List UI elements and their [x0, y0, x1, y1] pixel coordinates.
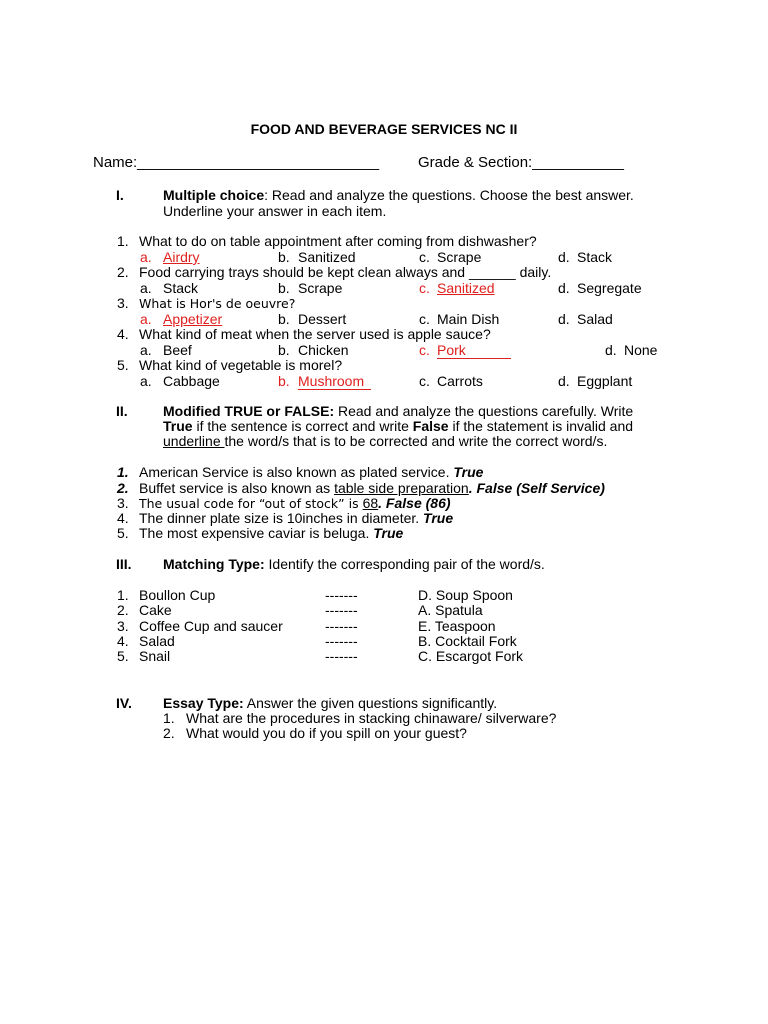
- option-text: Cabbage: [163, 373, 220, 389]
- section-2-heading: Modified TRUE or FALSE:: [163, 403, 335, 419]
- option-label: a.: [140, 249, 152, 265]
- match-left: Coffee Cup and saucer: [139, 618, 283, 634]
- section-4-intro: Answer the given questions significantly.: [243, 695, 498, 711]
- option-label: b.: [278, 342, 290, 358]
- match-dashes: -------: [325, 618, 358, 634]
- intro-text: if the sentence is correct and write: [192, 418, 413, 434]
- tf-item: [139, 496, 451, 511]
- section-1-heading: Multiple choice: [163, 187, 265, 203]
- option-label: c.: [419, 311, 430, 327]
- option-text: Scrape: [437, 249, 482, 265]
- option-text: Dessert: [298, 311, 347, 327]
- match-left: Cake: [139, 602, 172, 618]
- question-number: 4.: [117, 326, 129, 342]
- option-text: Carrots: [437, 373, 483, 389]
- tf-answer: True: [373, 525, 404, 541]
- tf-answer: . False (Self Service): [468, 480, 605, 496]
- option-label: a.: [140, 311, 152, 327]
- match-right: D. Soup Spoon: [418, 587, 513, 603]
- option-label: a.: [140, 342, 152, 358]
- worksheet-title: FOOD AND BEVERAGE SERVICES NC II: [250, 121, 518, 137]
- section-2-instructions: [163, 404, 633, 419]
- question-text: What kind of meat when the server used is apple sauce?: [139, 326, 491, 342]
- option-label: a.: [140, 280, 152, 296]
- question-number: 5.: [117, 357, 129, 373]
- tf-underlined: 68: [362, 495, 379, 511]
- grade-section-field: Grade & Section:___________: [418, 154, 624, 171]
- option-label: a.: [140, 373, 152, 389]
- essay-question: What are the procedures in stacking chinaware/ silverware?: [186, 710, 557, 726]
- option-label: d.: [605, 342, 617, 358]
- section-3-intro: Identify the corresponding pair of the word/s.: [264, 556, 545, 572]
- option-label: c.: [419, 342, 430, 358]
- intro-text: if the statement is invalid and: [448, 418, 634, 434]
- item-number: 2.: [117, 480, 129, 496]
- option-text: Chicken: [298, 342, 349, 358]
- match-right: B. Cocktail Fork: [418, 633, 517, 649]
- option-text: Eggplant: [577, 373, 633, 389]
- false-keyword: False: [412, 418, 449, 434]
- section-4-number: IV.: [116, 695, 132, 711]
- tf-item: [139, 465, 483, 480]
- question-text: What to do on table appointment after coming from dishwasher?: [139, 233, 537, 249]
- tf-item: [139, 481, 605, 496]
- item-number: 1.: [117, 587, 129, 603]
- match-right: C. Escargot Fork: [418, 648, 524, 664]
- question-number: 2.: [117, 264, 129, 280]
- answer-option: Pork: [437, 343, 511, 359]
- section-4-instructions: [163, 696, 497, 711]
- option-label: b.: [278, 311, 290, 327]
- section-3-instructions: [163, 557, 545, 572]
- match-left: Snail: [139, 648, 171, 664]
- section-2-number: II.: [116, 403, 128, 419]
- option-text: Segregate: [577, 280, 642, 296]
- option-text: Beef: [163, 342, 192, 358]
- tf-item: [139, 511, 453, 526]
- item-number: 4.: [117, 510, 129, 526]
- option-label: d.: [558, 311, 570, 327]
- item-number: 3.: [117, 495, 129, 511]
- option-text: Main Dish: [437, 311, 500, 327]
- match-right: E. Teaspoon: [418, 618, 496, 634]
- question-text: What is Hor's de oeuvre?: [139, 296, 296, 311]
- option-text: Salad: [577, 311, 613, 327]
- match-dashes: -------: [325, 648, 358, 664]
- item-number: 5.: [117, 648, 129, 664]
- option-label: b.: [278, 373, 290, 389]
- section-1-instructions: [163, 188, 634, 203]
- match-left: Salad: [139, 633, 175, 649]
- item-number: 1.: [117, 464, 129, 480]
- question-text: What kind of vegetable is morel?: [139, 357, 343, 373]
- section-1-intro-line2: Underline your answer in each item.: [163, 203, 387, 219]
- answer-option: Appetizer: [163, 311, 223, 327]
- match-dashes: -------: [325, 633, 358, 649]
- section-3-heading: Matching Type:: [163, 556, 265, 572]
- essay-question: What would you do if you spill on your guest?: [186, 725, 467, 741]
- tf-underlined: table side preparation: [334, 480, 469, 496]
- section-3-number: III.: [116, 556, 132, 572]
- tf-answer: True: [453, 464, 484, 480]
- section-1-number: I.: [116, 187, 124, 203]
- section-2-intro-line3: [163, 434, 607, 449]
- answer-option: Airdry: [163, 249, 200, 265]
- option-text: Scrape: [298, 280, 343, 296]
- section-4-heading: Essay Type:: [163, 695, 244, 711]
- item-number: 1.: [163, 710, 175, 726]
- section-2-intro-line1: Read and analyze the questions carefully. Write: [334, 403, 634, 419]
- option-label: c.: [419, 373, 430, 389]
- item-number: 3.: [117, 618, 129, 634]
- intro-text: the word/s that is to be corrected and write the correct word/s.: [224, 433, 608, 449]
- option-label: b.: [278, 249, 290, 265]
- tf-statement: The dinner plate size is 10inches in diameter.: [139, 510, 424, 526]
- underline-keyword: underline: [163, 433, 225, 449]
- tf-item: [139, 526, 403, 541]
- question-text: Food carrying trays should be kept clean always and ______ daily.: [139, 264, 552, 280]
- option-text: Stack: [577, 249, 613, 265]
- tf-statement: American Service is also known as plated service.: [139, 464, 454, 480]
- question-number: 1.: [117, 233, 129, 249]
- tf-answer: True: [423, 510, 454, 526]
- item-number: 4.: [117, 633, 129, 649]
- section-2-intro-line2: [163, 419, 633, 434]
- item-number: 5.: [117, 525, 129, 541]
- match-dashes: -------: [325, 602, 358, 618]
- tf-answer: . False (86): [378, 495, 451, 511]
- option-label: c.: [419, 249, 430, 265]
- name-field: Name:_____________________________: [93, 154, 380, 171]
- answer-option: Mushroom: [298, 374, 371, 390]
- match-right: A. Spatula: [418, 602, 483, 618]
- option-text: Sanitized: [298, 249, 356, 265]
- section-1-intro: : Read and analyze the questions. Choose the best answer.: [264, 187, 634, 203]
- match-left: Boullon Cup: [139, 587, 216, 603]
- tf-statement: The usual code for “out of stock” is: [139, 496, 363, 511]
- option-label: b.: [278, 280, 290, 296]
- answer-option: Sanitized: [437, 280, 495, 296]
- option-label: d.: [558, 249, 570, 265]
- match-dashes: -------: [325, 587, 358, 603]
- question-number: 3.: [117, 295, 129, 311]
- tf-statement: The most expensive caviar is beluga.: [139, 525, 374, 541]
- option-label: c.: [419, 280, 430, 296]
- true-keyword: True: [163, 418, 193, 434]
- tf-statement: Buffet service is also known as: [139, 480, 335, 496]
- option-label: d.: [558, 373, 570, 389]
- option-label: d.: [558, 280, 570, 296]
- item-number: 2.: [117, 602, 129, 618]
- option-text: Stack: [163, 280, 199, 296]
- option-text: None: [624, 342, 658, 358]
- item-number: 2.: [163, 725, 175, 741]
